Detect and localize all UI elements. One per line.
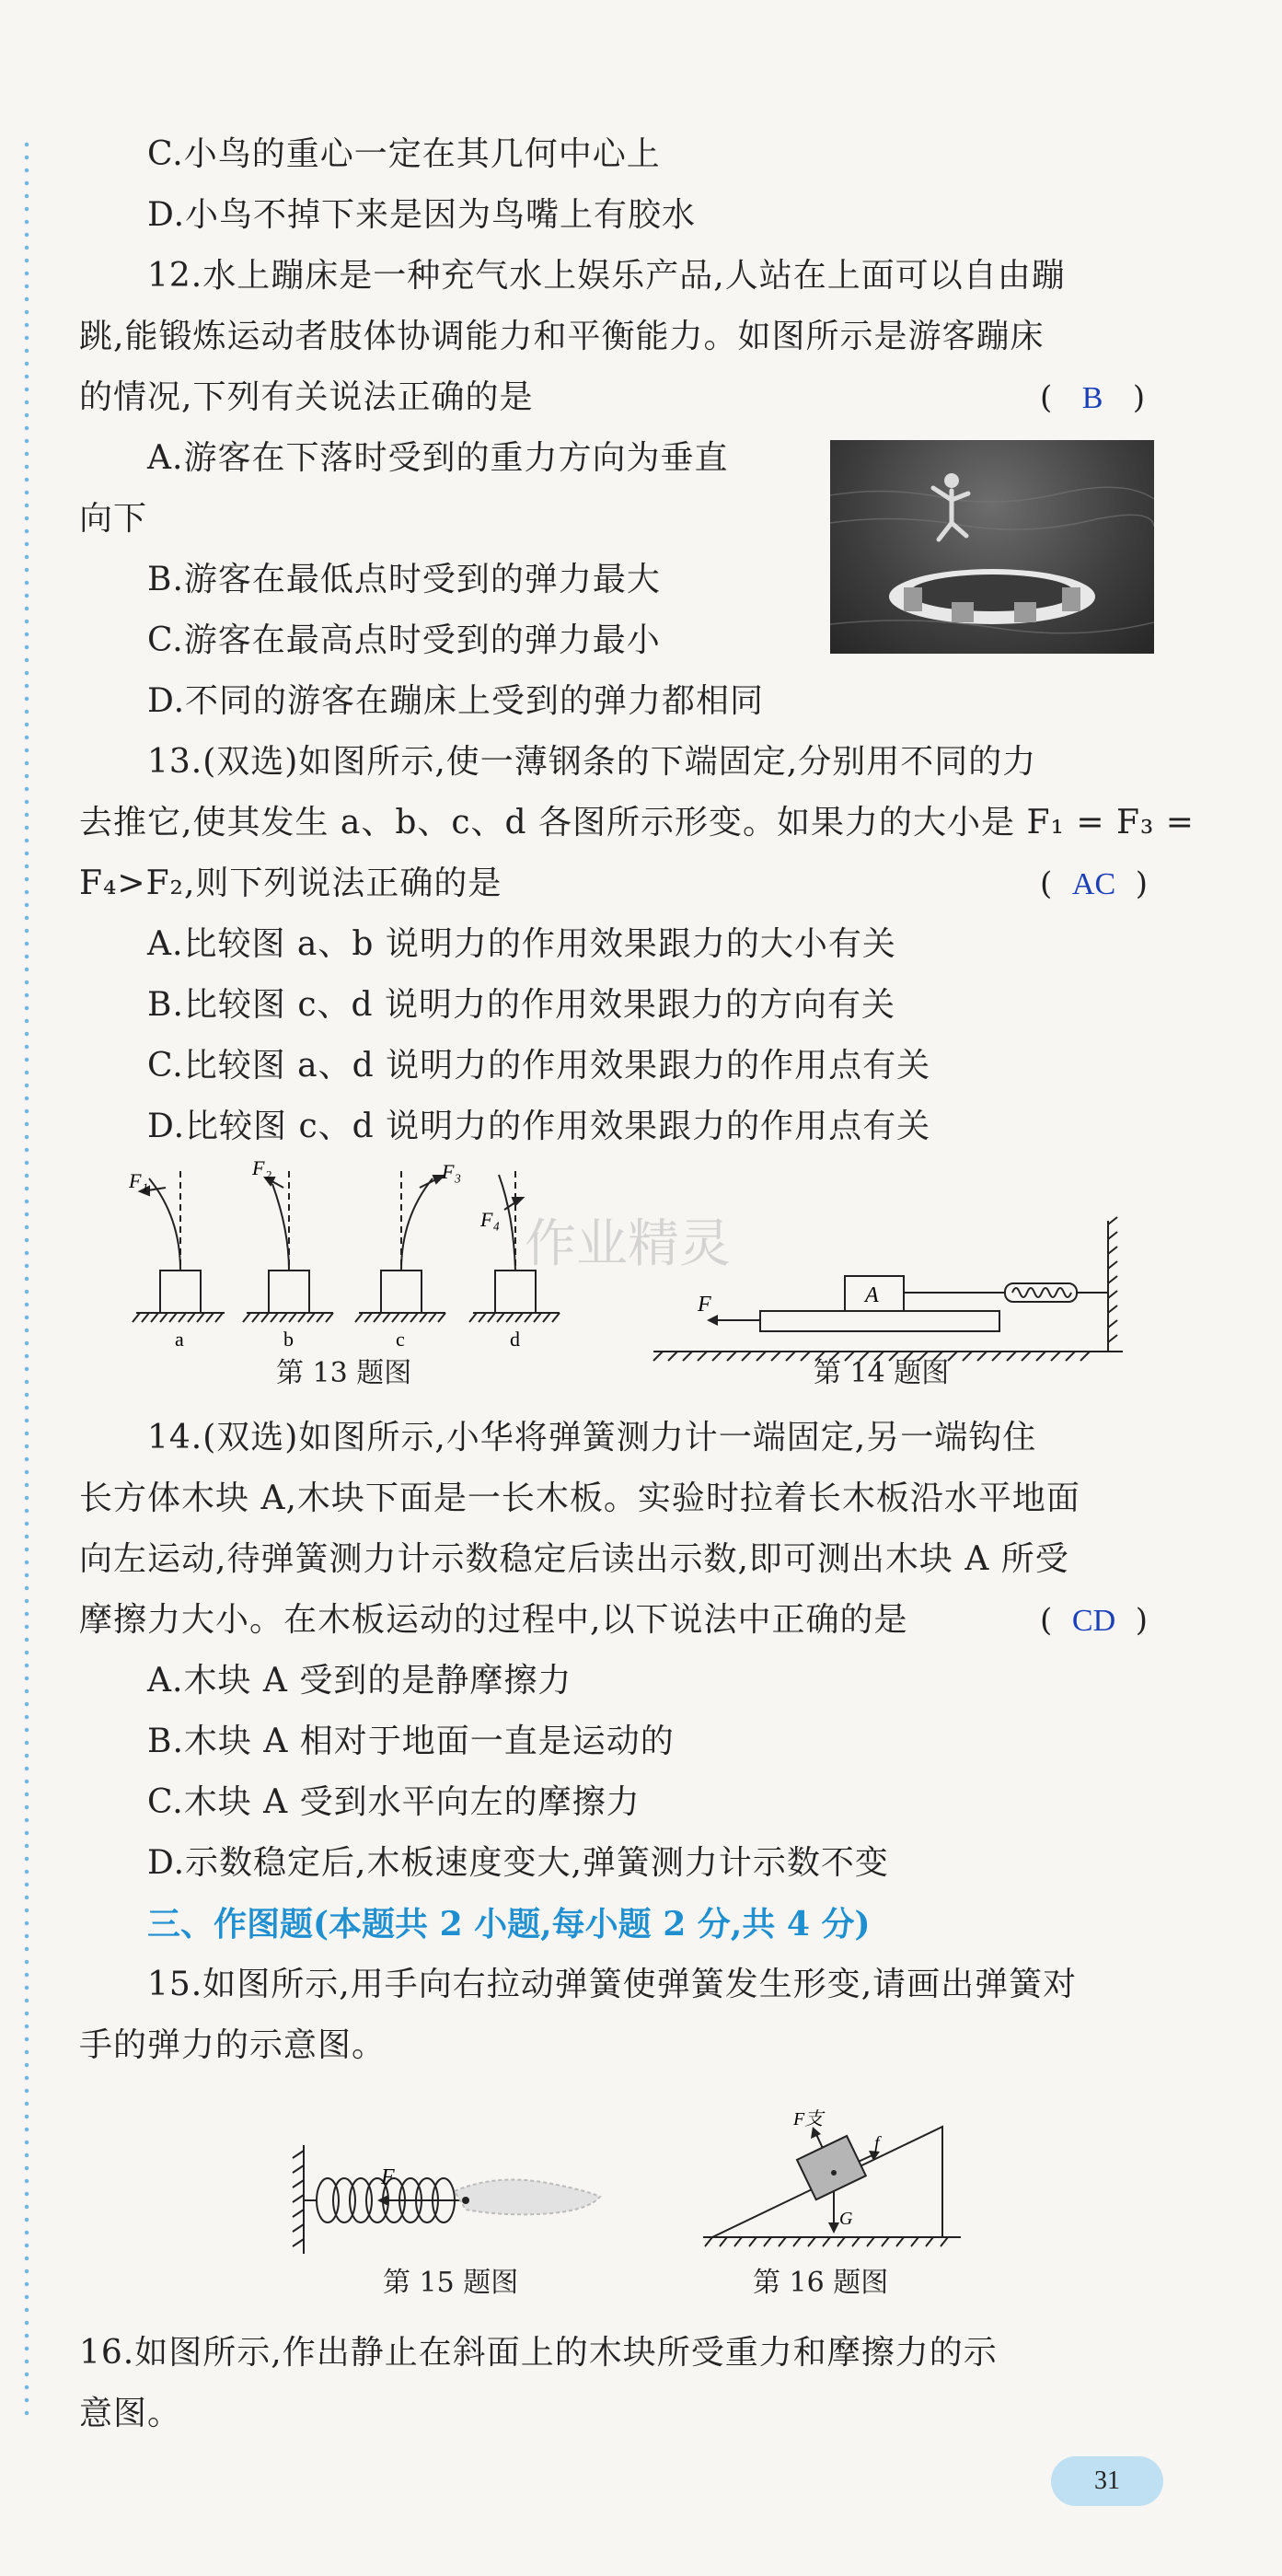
fig16-label-g: G <box>839 2209 853 2229</box>
q16-stem-1: 16.如图所示,作出静止在斜面上的木块所受重力和摩擦力的示 <box>79 2334 998 2372</box>
fig13-a-base <box>160 1271 201 1313</box>
q11-option-c: C.小鸟的重心一定在其几何中心上 <box>147 135 661 173</box>
q13-stem-3: F₄>F₂,则下列说法正确的是 <box>79 864 502 902</box>
fig13-label-c: c <box>396 1328 405 1351</box>
fig15-caption: 第 15 题图 <box>383 2267 519 2299</box>
fig14-long-board <box>760 1311 999 1331</box>
fig13-d-strip <box>499 1175 515 1271</box>
q13-stem-1: 13.(双选)如图所示,使一薄钢条的下端固定,分别用不同的力 <box>147 743 1037 781</box>
q14-answer-value: CD <box>1071 1604 1116 1638</box>
q14-option-c: C.木块 A 受到水平向左的摩擦力 <box>147 1783 641 1821</box>
fig13-a-strip <box>149 1178 180 1271</box>
fig16-block <box>797 2136 866 2199</box>
q12-option-c: C.游客在最高点时受到的弹力最小 <box>147 621 661 659</box>
q13-option-c: C.比较图 a、d 说明力的作用效果跟力的作用点有关 <box>147 1047 931 1085</box>
fig16-caption: 第 16 题图 <box>753 2267 889 2299</box>
fig16-label-f: f <box>874 2133 880 2153</box>
q16-stem-2: 意图。 <box>79 2395 182 2432</box>
q12-stem-3: 的情况,下列有关说法正确的是 <box>79 378 534 416</box>
q13-stem-2: 去推它,使其发生 a、b、c、d 各图所示形变。如果力的大小是 F₁ = F₃ = <box>79 804 1195 841</box>
fig13-c-strip <box>401 1178 433 1271</box>
fig13-c-base <box>381 1271 422 1313</box>
fig13-b-base <box>269 1271 309 1313</box>
q14-stem-3: 向左运动,待弹簧测力计示数稳定后读出示数,即可测出木块 A 所受 <box>79 1540 1069 1578</box>
q13-answer: ( AC ) <box>1040 865 1149 902</box>
trampoline-photo <box>830 440 1154 654</box>
q13-option-a: A.比较图 a、b 说明力的作用效果跟力的大小有关 <box>147 925 896 963</box>
q15-stem-2: 手的弹力的示意图。 <box>79 2026 387 2064</box>
q12-option-a-2: 向下 <box>79 500 148 538</box>
fig15-label-f: F <box>381 2165 395 2189</box>
fig13-label-a: a <box>175 1328 184 1351</box>
q11-option-d: D.小鸟不掉下来是因为鸟嘴上有胶水 <box>147 196 697 234</box>
fig13-label-f2: F₂ <box>252 1156 272 1179</box>
figure-15 <box>285 2118 607 2265</box>
figure-14 <box>644 1215 1132 1363</box>
q12-option-a-1: A.游客在下落时受到的重力方向为垂直 <box>147 439 729 477</box>
q12-option-b: B.游客在最低点时受到的弹力最大 <box>147 561 661 598</box>
q12-option-d: D.不同的游客在蹦床上受到的弹力都相同 <box>147 682 765 720</box>
fig13-label-f1: F₁ <box>129 1169 149 1192</box>
q14-stem-1: 14.(双选)如图所示,小华将弹簧测力计一端固定,另一端钩住 <box>147 1419 1037 1456</box>
figure-16 <box>694 2071 970 2256</box>
section-3-heading: 三、作图题(本题共 2 小题,每小题 2 分,共 4 分) <box>147 1905 871 1944</box>
fig13-label-d: d <box>510 1328 520 1351</box>
fig14-caption: 第 14 题图 <box>814 1357 950 1389</box>
fig13-b-strip <box>272 1184 289 1271</box>
q12-answer: ( B ) <box>1040 379 1146 416</box>
fig13-label-f4: F₄ <box>480 1208 501 1231</box>
q14-stem-4: 摩擦力大小。在木板运动的过程中,以下说法中正确的是 <box>79 1601 908 1639</box>
q14-option-d: D.示数稳定后,木板速度变大,弹簧测力计示数不变 <box>147 1844 889 1882</box>
q15-stem-1: 15.如图所示,用手向右拉动弹簧使弹簧发生形变,请画出弹簧对 <box>147 1966 1078 2003</box>
q13-option-d: D.比较图 c、d 说明力的作用效果跟力的作用点有关 <box>147 1108 931 1145</box>
page-border-decoration <box>24 138 29 2421</box>
q12-stem-2: 跳,能锻炼运动者肢体协调能力和平衡能力。如图所示是游客蹦床 <box>79 318 1045 355</box>
q13-answer-value: AC <box>1071 867 1116 901</box>
q14-stem-2: 长方体木块 A,木块下面是一长木板。实验时拉着长木板沿水平地面 <box>79 1479 1080 1517</box>
fig16-label-fn: F支 <box>793 2109 824 2129</box>
q12-answer-value: B <box>1081 381 1103 415</box>
q14-option-b: B.木块 A 相对于地面一直是运动的 <box>147 1723 675 1760</box>
fig14-label-f: F <box>698 1293 711 1317</box>
q12-stem-1: 12.水上蹦床是一种充气水上娱乐产品,人站在上面可以自由蹦 <box>147 257 1066 295</box>
q14-answer: ( CD ) <box>1040 1602 1149 1639</box>
page-number: 31 <box>1051 2456 1163 2506</box>
q13-option-b: B.比较图 c、d 说明力的作用效果跟力的方向有关 <box>147 986 895 1024</box>
fig13-label-b: b <box>283 1328 294 1351</box>
svg-text:作业精灵: 作业精灵 <box>525 1214 731 1274</box>
fig13-caption: 第 13 题图 <box>276 1357 412 1389</box>
fig13-label-f3: F₃ <box>442 1160 462 1183</box>
fig14-label-a: A <box>865 1283 879 1307</box>
q14-option-a: A.木块 A 受到的是静摩擦力 <box>147 1662 572 1700</box>
fig15-hand <box>455 2180 600 2215</box>
